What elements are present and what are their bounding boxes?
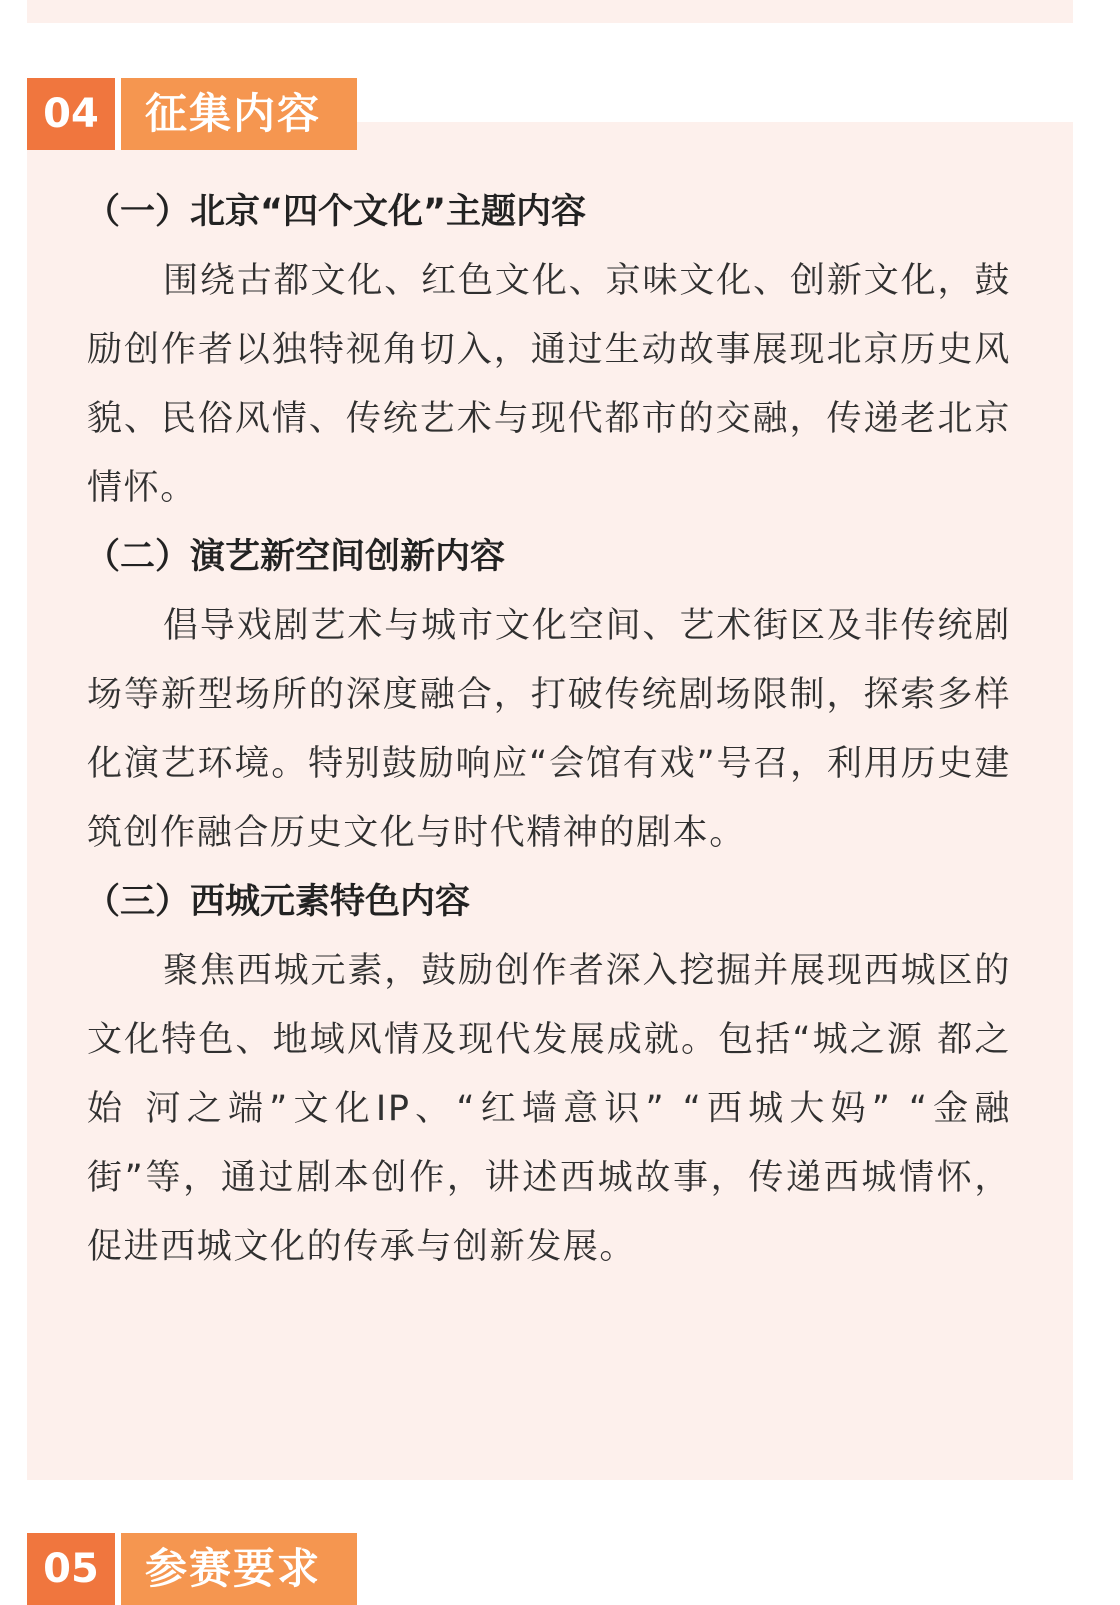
section-04-title: 征集内容 [121,78,357,150]
previous-section-card [27,0,1073,23]
item-2-heading: （二）演艺新空间创新内容 [85,537,506,577]
item-3-heading: （三）西城元素特色内容 [85,882,471,922]
item-2-body: 倡导戏剧艺术与城市文化空间、艺术街区及非传统剧场等新型场所的深度融合，打破传统剧场限制，探索多样化演艺环境。特别鼓励响应“会馆有戏”号召，利用历史建筑创作融合历史文化与时代精神的剧本。 [87,606,1011,853]
section-05-title: 参赛要求 [121,1533,357,1605]
section-04-content [87,178,1011,1282]
section-05-header [27,1533,357,1605]
section-04-number: 04 [27,78,115,150]
item-1-heading: （一）北京“四个文化”主题内容 [85,192,587,232]
item-3-body: 聚焦西城元素，鼓励创作者深入挖掘并展现西城区的文化特色、地域风情及现代发展成就。包括“城之源 都之始 河之端”文化IP、“红墙意识” “西城大妈” “金融街”等，通过剧本创作，讲述西城故事，传递西城情怀，促进西城文化的传承与创新发展。 [87,951,1011,1267]
item-1-body: 围绕古都文化、红色文化、京味文化、创新文化，鼓励创作者以独特视角切入，通过生动故事展现北京历史风貌、民俗风情、传统艺术与现代都市的交融，传递老北京情怀。 [87,261,1011,508]
section-04-header [27,78,357,150]
section-05-number: 05 [27,1533,115,1605]
